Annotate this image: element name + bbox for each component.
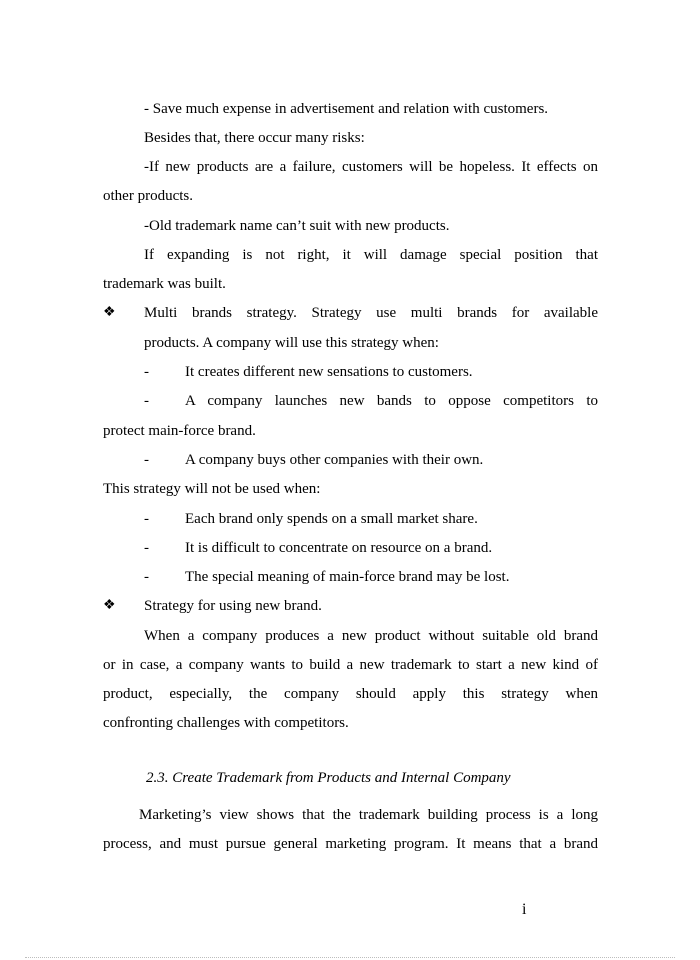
body-line: Marketing’s view shows that the trademark building process is a long [139, 807, 598, 823]
dash-marker: - [144, 511, 149, 527]
section-heading: 2.3. Create Trademark from Products and Internal Company [146, 770, 511, 786]
bullet-new-brand: Strategy for using new brand. [144, 598, 322, 614]
bullet-multi-brands-cont: products. A company will use this strategy when: [144, 335, 439, 351]
dash-marker: - [144, 569, 149, 585]
body-line: -If new products are a failure, customers will be hopeless. It effects on [144, 159, 598, 175]
list-item: It creates different new sensations to customers. [185, 364, 473, 380]
body-line: -Old trademark name can’t suit with new products. [144, 218, 450, 234]
dash-marker: - [144, 364, 149, 380]
page-number: i [522, 901, 527, 918]
dash-marker: - [144, 393, 149, 409]
dash-marker: - [144, 452, 149, 468]
dash-marker: - [144, 540, 149, 556]
body-line: confronting challenges with competitors. [103, 715, 349, 731]
body-line: If expanding is not right, it will damage special position that [144, 247, 598, 263]
list-item: It is difficult to concentrate on resource on a brand. [185, 540, 493, 556]
diamond-bullet-icon: ❖ [103, 305, 116, 320]
body-line: - Save much expense in advertisement and relation with customers. [144, 101, 549, 117]
body-line: other products. [103, 188, 193, 204]
diamond-bullet-icon: ❖ [103, 598, 116, 613]
body-line: product, especially, the company should apply this strategy when [103, 686, 598, 702]
list-item: A company buys other companies with their own. [185, 452, 484, 468]
body-line: or in case, a company wants to build a new trademark to start a new kind of [103, 657, 598, 673]
list-item: The special meaning of main-force brand may be lost. [185, 569, 510, 585]
list-item-cont: protect main-force brand. [103, 423, 256, 439]
body-line: Besides that, there occur many risks: [144, 130, 365, 146]
body-line: process, and must pursue general marketing program. It means that a brand [103, 836, 598, 852]
list-item: Each brand only spends on a small market share. [185, 511, 478, 527]
footer-divider [25, 957, 675, 958]
body-line: trademark was built. [103, 276, 226, 292]
body-line: When a company produces a new product without suitable old brand [144, 628, 598, 644]
bullet-multi-brands: Multi brands strategy. Strategy use multi brands for available [144, 305, 598, 321]
list-item: A company launches new bands to oppose competitors to [185, 393, 598, 409]
not-used-intro: This strategy will not be used when: [103, 481, 321, 497]
